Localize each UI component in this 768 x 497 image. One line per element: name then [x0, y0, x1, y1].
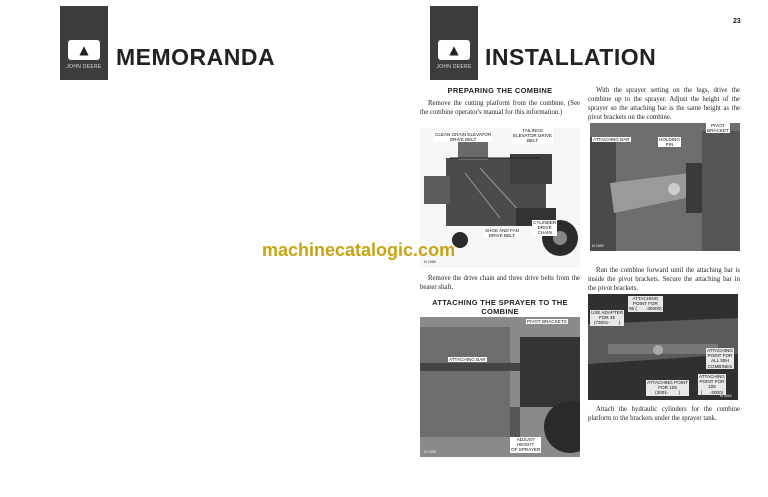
- figure-number: M 2989: [592, 244, 604, 248]
- watermark: machinecatalogic.com: [262, 240, 456, 260]
- john-deere-logo-right: [430, 6, 478, 80]
- figure-number: M 3060: [720, 394, 732, 398]
- label-attaching-point-95: ATTACHING POINT FOR 95 ( -30000): [629, 296, 662, 312]
- figure-attaching-points: [588, 294, 738, 400]
- label-attaching-point-105: ATTACHING POINT FOR 105 (3001- ): [647, 380, 689, 396]
- label-pivot-brackets: PIVOT BRACKETS: [527, 319, 567, 324]
- figure-number: M 2986: [424, 260, 436, 264]
- label-adjust-height: ADJUST HEIGHT OF SPRAYER: [511, 437, 541, 453]
- page-number: 23: [733, 18, 741, 25]
- label-holding-pin: HOLDING PIN: [659, 137, 680, 148]
- label-use-adapter-45: USE ADAPTER FOR 45 (73001- ): [591, 310, 624, 326]
- paragraph-remove-platform: Remove the cutting platform from the combine. (See the combine operator's manual for this information.): [420, 100, 580, 116]
- label-shoe-fan-belt: SHOE AND FAN DRIVE BELT: [485, 228, 519, 239]
- sprayer-illustration: [420, 317, 580, 457]
- paragraph-remove-drive-chain: Remove the drive chain and three drive belts from the beater shaft.: [420, 275, 580, 291]
- logo-tagline: JOHN DEERE: [66, 64, 102, 70]
- john-deere-logo-left: [60, 6, 108, 80]
- heading-preparing-combine: PREPARING THE COMBINE: [447, 86, 553, 95]
- label-attaching-point-55h: ATTACHING POINT FOR ALL 55H COMBINES: [707, 348, 733, 369]
- figure-attaching-bar: [590, 123, 740, 251]
- label-attaching-bar: ATTACHING BAR: [593, 137, 630, 142]
- page-title-installation: INSTALLATION: [485, 44, 657, 70]
- page-title-memoranda: MEMORANDA: [116, 44, 276, 70]
- label-attaching-bar: ATTACHING BAR: [449, 357, 486, 362]
- figure-sprayer: [420, 317, 580, 457]
- label-attaching-point-105-corner: ATTACHING POINT FOR 105 ( -3000): [699, 374, 725, 395]
- label-cylinder-chain: CYLINDER DRIVE CHAIN: [533, 220, 557, 236]
- deer-icon: ▲: [68, 40, 100, 60]
- label-clean-grain-belt: CLEAN GRAIN ELEVATOR DRIVE BELT: [435, 132, 492, 143]
- paragraph-run-combine-forward: Run the combine forward until the attaching bar is inside the pivot brackets. Secure the attaching bar in the pivot brackets.: [588, 267, 740, 292]
- figure-number: M 2988: [424, 450, 436, 454]
- label-tailings-belt: TAILINGS ELEVATOR DRIVE BELT: [513, 128, 553, 144]
- paragraph-drive-combine-up: With the sprayer setting on the legs, drive the combine up to the sprayer. Adjust the height of the sprayer so the attaching bar is the same height as the pivot brackets on the combine.: [588, 87, 740, 121]
- paragraph-attach-hydraulic: Attach the hydraulic cylinders for the combine platform to the brackets under the sprayer tank.: [588, 406, 740, 422]
- deer-icon: ▲: [438, 40, 470, 60]
- logo-tagline: JOHN DEERE: [436, 64, 472, 70]
- label-pivot-bracket: PIVOT BRACKET: [707, 123, 729, 134]
- heading-attaching-sprayer: ATTACHING THE SPRAYER TO THE COMBINE: [432, 298, 568, 316]
